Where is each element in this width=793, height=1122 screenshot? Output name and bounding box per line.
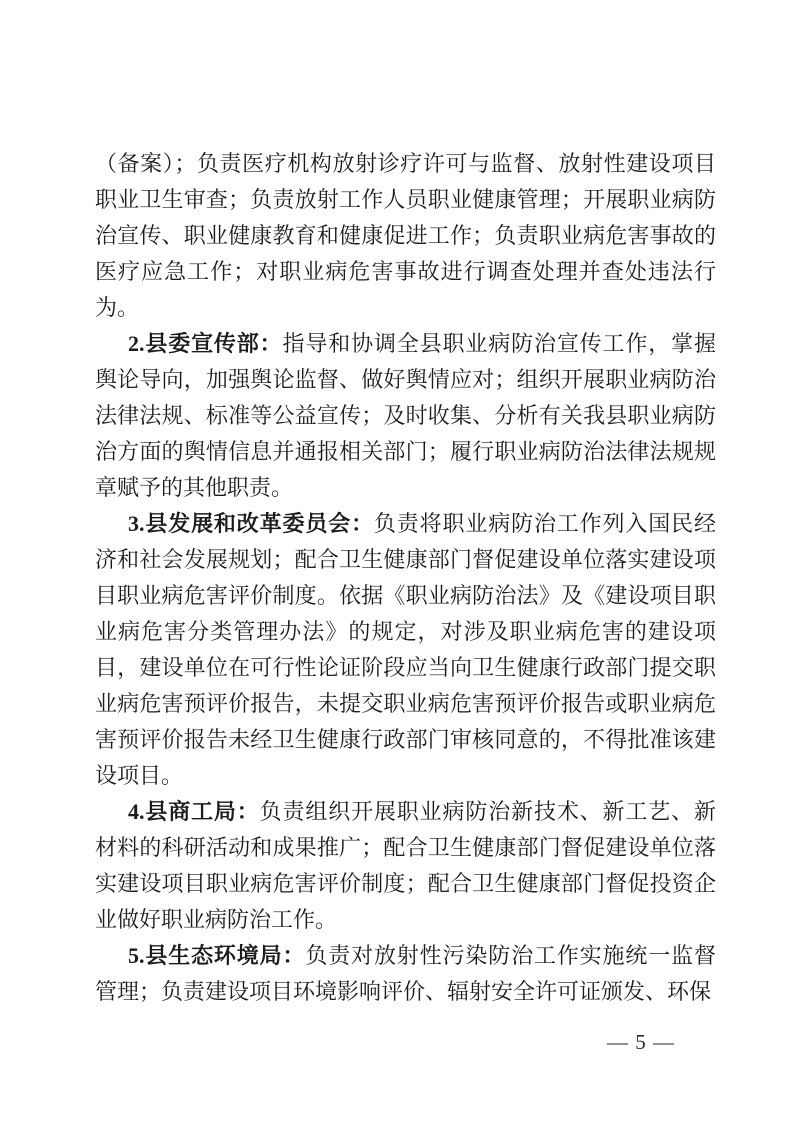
paragraph-text: 指导和协调全县职业病防治宣传工作，掌握舆论导向，加强舆论监督、做好舆情应对；组织开展职业病防治法律法规、标准等公益宣传；及时收集、分析有关我县职业病防治方面的舆情信息并通报相关部门；履行职业病防治法律法规规章赋予的其他职责。 [95,331,716,500]
paragraph-3-development-reform-commission [95,506,716,794]
paragraph-lead: 4.县商工局： [128,799,260,824]
paragraph-text: 负责对放射性污染防治工作实施统一监督管理；负责建设项目环境影响评价、辐射安全许可证颁发、环保 [95,943,716,1004]
paragraph-text: 负责组织开展职业病防治新技术、新工艺、新材料的科研活动和成果推广；配合卫生健康部门督促建设单位落实建设项目职业病危害评价制度；配合卫生健康部门督促投资企业做好职业病防治工作。 [95,799,716,932]
paragraph-1-continuation [95,146,716,326]
paragraph-lead: 5.县生态环境局： [128,943,306,968]
paragraph-lead: 3.县发展和改革委员会： [128,511,374,536]
document-body [95,146,716,1010]
paragraph-text: 负责将职业病防治工作列入国民经济和社会发展规划；配合卫生健康部门督促建设单位落实建设项目职业病危害评价制度。依据《职业病防治法》及《建设项目职业病危害分类管理办法》的规定，对涉及职业病危害的建设项目，建设单位在可行性论证阶段应当向卫生健康行政部门提交职业病危害预评价报告，未提交职业病危害预评价报告或职业病危害预评价报告未经卫生健康行政部门审核同意的，不得批准该建设项目。 [95,511,716,788]
page-number: — 5 — [607,1030,675,1054]
paragraph-5-ecology-environment-bureau [95,938,716,1010]
paragraph-4-commerce-industry-bureau [95,794,716,938]
page-footer [0,1030,793,1055]
paragraph-text: （备案）；负责医疗机构放射诊疗许可与监督、放射性建设项目职业卫生审查；负责放射工作人员职业健康管理；开展职业病防治宣传、职业健康教育和健康促进工作；负责职业病危害事故的医疗应急工作；对职业病危害事故进行调查处理并查处违法行为。 [95,151,716,320]
paragraph-lead: 2.县委宣传部： [128,331,283,356]
paragraph-2-propaganda-dept [95,326,716,506]
